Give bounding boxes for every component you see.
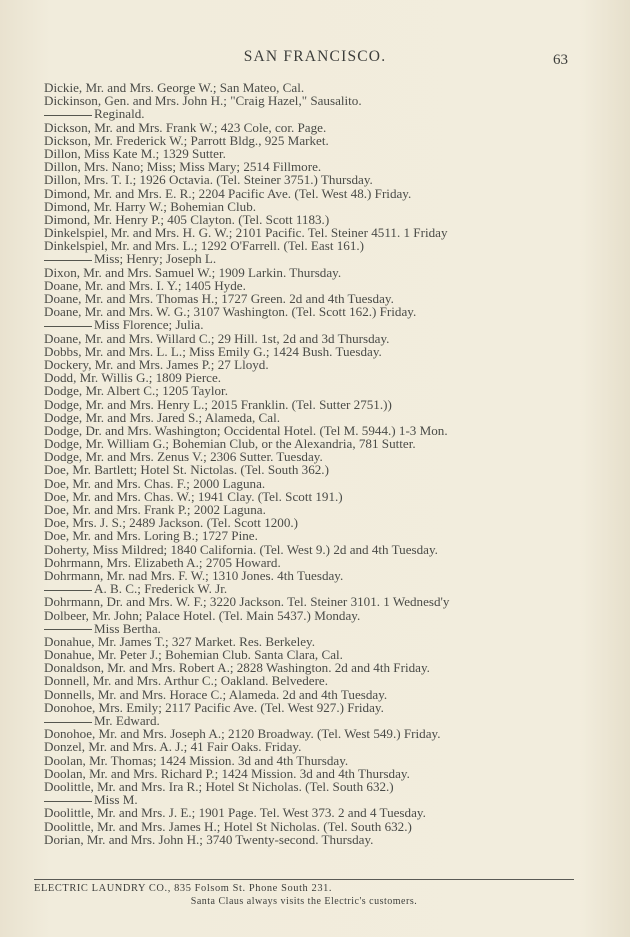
entry-text: Dolbeer, Mr. John; Palace Hotel. (Tel. Main 5437.) Monday. <box>44 607 361 623</box>
continuation-dash <box>44 590 92 591</box>
entry-text: Miss M. <box>94 792 138 808</box>
entry-text: Doe, Mr. and Mrs. Frank P.; 2002 Laguna. <box>44 502 266 517</box>
entry-text: A. B. C.; Frederick W. Jr. <box>94 581 228 597</box>
page-header <box>0 46 630 72</box>
entry-text: Mr. Edward. <box>94 713 160 728</box>
entry-text: Donahue, Mr. James T.; 327 Market. Res. Berkeley. <box>44 633 316 649</box>
entry-text: Doolittle, Mr. and Mrs. James H.; Hotel St Nicholas. (Tel. South 632.) <box>44 818 412 834</box>
entry-text: Dickson, Mr. Frederick W.; Parrott Bldg., 925 Market. <box>44 132 329 148</box>
entry-text: Doolittle, Mr. and Mrs. J. E.; 1901 Page. Tel. West 373. 2 and 4 Tuesday. <box>44 805 426 821</box>
entry-text: Doherty, Miss Mildred; 1840 California. (Tel. West 9.) 2d and 4th Tuesday. <box>44 541 438 557</box>
entry-text: Doolittle, Mr. and Mrs. Ira R.; Hotel St Nicholas. (Tel. South 632.) <box>44 778 394 794</box>
continuation-dash <box>44 801 92 802</box>
page-title: SAN FRANCISCO. <box>243 48 387 65</box>
entry-text: Reginald. <box>94 106 145 122</box>
entry-text: Doane, Mr. and Mrs. Thomas H.; 1727 Green. 2d and 4th Tuesday. <box>44 291 394 306</box>
entry-text: Doe, Mrs. J. S.; 2489 Jackson. (Tel. Scott 1200.) <box>44 515 299 531</box>
entry-text: Dinkelspiel, Mr. and Mrs. L.; 1292 O'Farrell. (Tel. East 161.) <box>44 238 365 254</box>
entry-text: Dodd, Mr. Willis G.; 1809 Pierce. <box>44 370 222 386</box>
page-number: 63 <box>553 52 568 68</box>
continuation-dash <box>44 722 92 723</box>
entry-text: Donahue, Mr. Peter J.; Bohemian Club. Santa Clara, Cal. <box>44 647 343 663</box>
entry-text: Dodge, Mr. and Mrs. Zenus V.; 2306 Sutter. Tuesday. <box>44 449 323 465</box>
entry-text: Donohoe, Mrs. Emily; 2117 Pacific Ave. (Tel. West 927.) Friday. <box>44 699 384 715</box>
entry-text: Dimond, Mr. Harry W.; Bohemian Club. <box>44 198 257 214</box>
continuation-dash <box>44 326 92 327</box>
entry-text: Dorian, Mr. and Mrs. John H.; 3740 Twenty-second. Thursday. <box>44 831 374 847</box>
entry-text: Dimond, Mr. Henry P.; 405 Clayton. (Tel. Scott 1183.) <box>44 211 330 227</box>
continuation-dash <box>44 629 92 630</box>
footer-slogan-line: Santa Claus always visits the Electric's customers. <box>190 896 418 907</box>
entry-text: Doe, Mr. and Mrs. Chas. W.; 1941 Clay. (Tel. Scott 191.) <box>44 488 343 504</box>
entry-text: Dodge, Mr. and Mrs. Jared S.; Alameda, Cal. <box>44 409 281 425</box>
entry-text: Miss Bertha. <box>94 620 161 636</box>
entry-text: Doe, Mr. and Mrs. Chas. F.; 2000 Laguna. <box>44 475 266 491</box>
list-item <box>44 833 568 846</box>
continuation-dash <box>44 115 92 116</box>
entry-text: Dohrmann, Mr. nad Mrs. F. W.; 1310 Jones. 4th Tuesday. <box>44 567 344 583</box>
entry-text: Miss Florence; Julia. <box>94 317 204 333</box>
entry-text: Dinkelspiel, Mr. and Mrs. H. G. W.; 2101 Pacific. Tel. Steiner 4511. 1 Friday <box>44 225 448 241</box>
entry-text: Dillon, Miss Kate M.; 1329 Sutter. <box>44 145 226 161</box>
entry-text: Donaldson, Mr. and Mrs. Robert A.; 2828 Washington. 2d and 4th Friday. <box>44 660 430 676</box>
entry-text: Doane, Mr. and Mrs. Willard C.; 29 Hill. 1st, 2d and 3d Thursday. <box>44 330 390 346</box>
entry-text: Dickie, Mr. and Mrs. George W.; San Mateo, Cal. <box>44 80 305 95</box>
entry-text: Dixon, Mr. and Mrs. Samuel W.; 1909 Larkin. Thursday. <box>44 264 342 280</box>
footer-advertisement-line: ELECTRIC LAUNDRY CO., 835 Folsom St. Phone South 231. <box>34 883 333 894</box>
entry-text: Donnells, Mr. and Mrs. Horace C.; Alameda. 2d and 4th Tuesday. <box>44 686 388 702</box>
continuation-dash <box>44 260 92 261</box>
entry-text: Donohoe, Mr. and Mrs. Joseph A.; 2120 Broadway. (Tel. West 549.) Friday. <box>44 726 441 742</box>
entry-text: Dimond, Mr. and Mrs. E. R.; 2204 Pacific Ave. (Tel. West 48.) Friday. <box>44 185 412 201</box>
entry-text: Doane, Mr. and Mrs. W. G.; 3107 Washington. (Tel. Scott 162.) Friday. <box>44 304 417 320</box>
entry-text: Miss; Henry; Joseph L. <box>94 251 217 267</box>
entry-text: Dodge, Mr. Albert C.; 1205 Taylor. <box>44 383 228 399</box>
entry-text: Doe, Mr. and Mrs. Loring B.; 1727 Pine. <box>44 528 258 544</box>
entry-text: Dohrmann, Mrs. Elizabeth A.; 2705 Howard. <box>44 554 281 570</box>
entry-text: Doe, Mr. Bartlett; Hotel St. Nictolas. (Tel. South 362.) <box>44 462 329 478</box>
entry-text: Dodge, Mr. William G.; Bohemian Club, or the Alexandria, 781 Sutter. <box>44 436 416 452</box>
entry-text: Dodge, Dr. and Mrs. Washington; Occidental Hotel. (Tel M. 5944.) 1-3 Mon. <box>44 422 448 438</box>
entry-text: Dillon, Mrs. Nano; Miss; Miss Mary; 2514 Fillmore. <box>44 159 322 175</box>
entry-text: Dodge, Mr. and Mrs. Henry L.; 2015 Franklin. (Tel. Sutter 2751.)) <box>44 396 392 412</box>
entry-text: Donnell, Mr. and Mrs. Arthur C.; Oakland. Belvedere. <box>44 673 329 689</box>
entry-text: Dobbs, Mr. and Mrs. L. L.; Miss Emily G.; 1424 Bush. Tuesday. <box>44 343 382 359</box>
entry-text: Donzel, Mr. and Mrs. A. J.; 41 Fair Oaks. Friday. <box>44 739 302 755</box>
entry-text: Doane, Mr. and Mrs. I. Y.; 1405 Hyde. <box>44 277 246 293</box>
entry-text: Dillon, Mrs. T. I.; 1926 Octavia. (Tel. Steiner 3751.) Thursday. <box>44 172 373 188</box>
entry-text: Doolan, Mr. Thomas; 1424 Mission. 3d and 4th Thursday. <box>44 752 349 768</box>
entry-text: Doolan, Mr. and Mrs. Richard P.; 1424 Mission. 3d and 4th Thursday. <box>44 765 410 781</box>
advertisement-footer <box>34 879 574 907</box>
entry-text: Dockery, Mr. and Mrs. James P.; 27 Lloyd. <box>44 356 269 372</box>
entry-text: Dohrmann, Dr. and Mrs. W. F.; 3220 Jackson. Tel. Steiner 3101. 1 Wednesd'y <box>44 594 450 610</box>
entry-text: Dickson, Mr. and Mrs. Frank W.; 423 Cole, cor. Page. <box>44 119 327 135</box>
entry-text: Dickinson, Gen. and Mrs. John H.; "Craig Hazel," Sausalito. <box>44 93 362 109</box>
directory-entries <box>44 81 568 846</box>
